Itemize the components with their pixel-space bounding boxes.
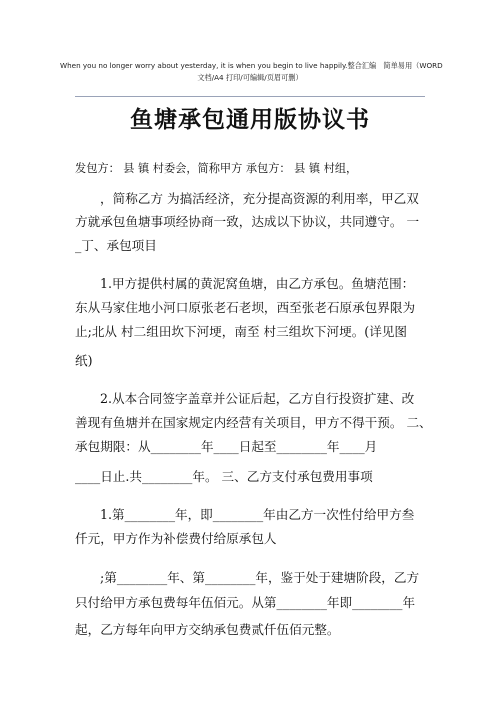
- body-line-1: 发包方： 县 镇 村委会，简称甲方 承包方： 县 镇 村组，: [75, 162, 358, 175]
- document-title: 鱼塘承包通用版协议书: [130, 107, 370, 133]
- header-divider: [75, 96, 425, 97]
- body-line-13: 1.第________年，即________年由乙方一次性付给甲方叁: [100, 507, 415, 522]
- body-line-3: 方就承包鱼塘事项经协商一致，达成以下协议，共同遵守。 一: [75, 214, 420, 229]
- header-note-line-2: 文档/A4 打印/可编辑/页眉可删）: [197, 73, 303, 82]
- body-line-16: 只付给甲方承包费每年伍佰元。从第________年即________年: [75, 595, 416, 610]
- body-line-11: 承包期限：从________年____日起至________年____月: [75, 439, 378, 454]
- body-line-4: _丁、承包项目: [75, 238, 157, 253]
- body-line-5: 1.甲方提供村属的黄泥窝鱼塘，由乙方承包。鱼塘范围：: [100, 276, 415, 291]
- body-line-6: 东从马家住地小河口原张老石老坝，西至张老石原承包界限为: [75, 300, 416, 315]
- body-line-12: ____日止.共________年。 三、乙方支付承包费用事项: [75, 469, 373, 484]
- body-line-9: 2.从本合同签字盖章并公证后起，乙方自行投资扩建、改: [100, 391, 415, 406]
- body-line-15: ;第________年、第________年，鉴于处于建塘阶段，乙方: [100, 570, 420, 585]
- body-line-2: ，简称乙方 为搞活经济，充分提高资源的利用率，甲乙双: [100, 191, 419, 206]
- body-line-7: 止;北从 村二组田坎下河埂，南至 村三组坎下河埂。(详见图: [75, 324, 408, 339]
- body-line-8: 纸): [75, 353, 93, 368]
- body-line-17: 起，乙方每年向甲方交纳承包费贰仟伍佰元整。: [75, 622, 340, 637]
- body-line-14: 仟元，甲方作为补偿费付给原承包人: [75, 531, 277, 546]
- body-line-10: 善现有鱼塘并在国家规定内经营有关项目，甲方不得干预。 二、: [75, 415, 432, 430]
- header-note-line-1: When you no longer worry about yesterday, it is when you begin to live happily.整合汇编 简单易用（WORD: [60, 61, 443, 70]
- header-note: [60, 60, 443, 84]
